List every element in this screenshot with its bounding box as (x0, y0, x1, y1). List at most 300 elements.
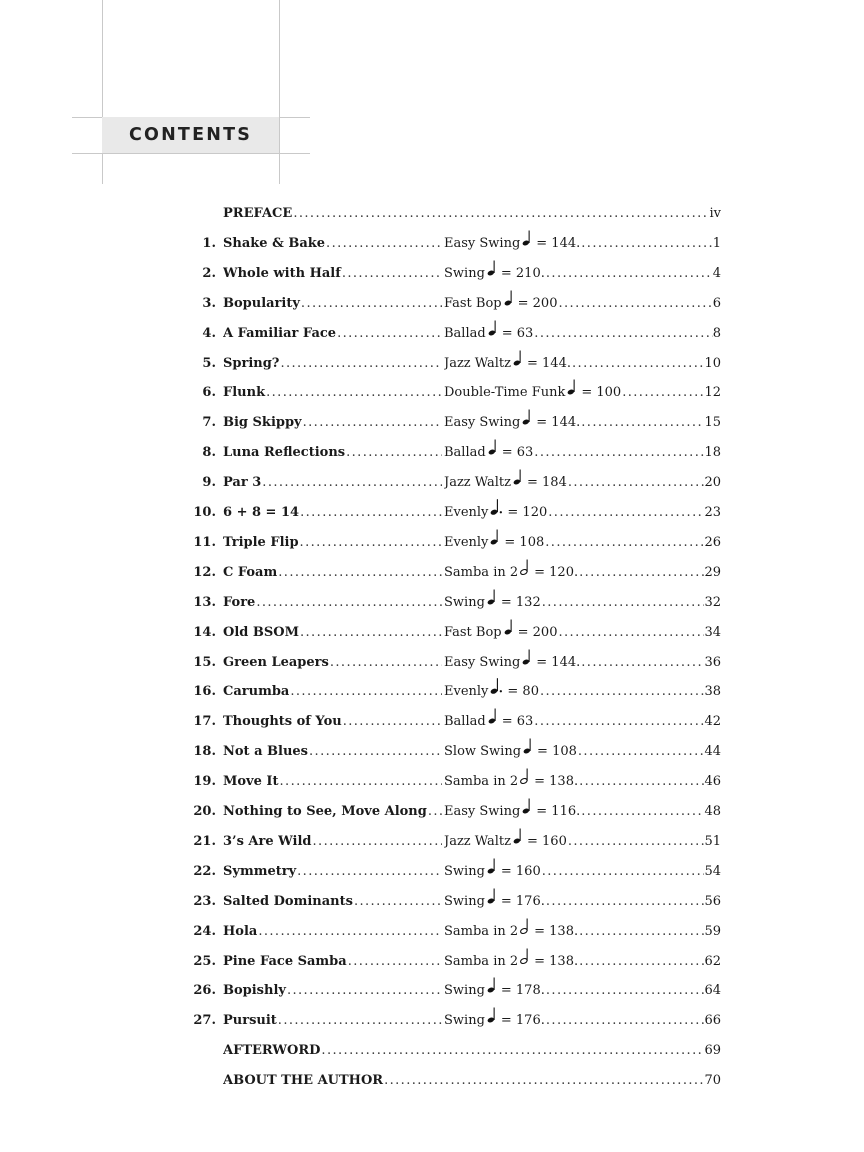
tempo-marking (444, 947, 578, 977)
song-title: Big Skippy (223, 415, 302, 431)
tempo-leader (444, 498, 721, 528)
style-label: Easy Swing (444, 415, 521, 431)
tempo-marking (444, 289, 557, 319)
track-number: 7. (202, 415, 216, 431)
track-number: 6. (202, 385, 216, 401)
tempo-marking (444, 677, 539, 707)
dot-leader (320, 1036, 704, 1066)
page-number: 62 (704, 953, 721, 969)
dot-leader (533, 319, 712, 349)
style-label: Samba in 2 (444, 953, 519, 969)
tempo-leader (444, 408, 721, 438)
quarter-note-icon (513, 827, 523, 845)
dot-leader (325, 229, 442, 259)
page-number: iv (709, 206, 721, 221)
style-label: Double-Time Funk (444, 385, 566, 401)
tempo-leader (444, 618, 721, 648)
track-number: 14. (193, 624, 216, 640)
toc-row (0, 618, 864, 648)
tempo-leader (444, 229, 721, 259)
grid-line-right (279, 0, 280, 184)
dot-leader (533, 707, 704, 737)
style-label: Slow Swing (444, 744, 522, 760)
toc-row (0, 349, 864, 379)
toc-row (0, 827, 864, 857)
page-number: 23 (704, 505, 721, 520)
song-title: Carumba (223, 684, 290, 700)
tempo-leader (444, 1006, 721, 1036)
toc-row (0, 767, 864, 797)
quarter-note-icon (487, 887, 497, 905)
toc-row-about-the-author (0, 1066, 864, 1096)
dot-leader (286, 976, 442, 1006)
song-title: 6 + 8 = 14 (223, 505, 300, 520)
tempo-leader (444, 827, 721, 857)
track-number: 20. (193, 804, 216, 819)
song-title: Hola (223, 923, 258, 939)
song-title: Green Leapers (223, 654, 329, 670)
title-leader (223, 827, 442, 857)
style-label: Easy Swing (444, 654, 521, 670)
toc-row (0, 887, 864, 917)
track-number: 10. (193, 505, 216, 520)
style-label: Samba in 2 (444, 774, 519, 790)
track-number: 5. (202, 355, 216, 371)
page-title: CONTENTS (128, 125, 253, 145)
page-number: 70 (704, 1073, 721, 1089)
tempo-marking (444, 737, 577, 767)
title-leader (223, 349, 442, 379)
tempo-marking (444, 319, 533, 349)
half-note-icon (520, 558, 530, 576)
title-leader (223, 588, 442, 618)
dot-leader (571, 349, 704, 379)
toc-row (0, 976, 864, 1006)
style-label: Swing (444, 893, 485, 909)
track-number: 8. (202, 445, 216, 461)
track-number: 9. (202, 475, 216, 491)
dot-leader (299, 618, 442, 648)
tempo-marking (444, 797, 580, 827)
song-title: Thoughts of You (223, 714, 342, 730)
title-leader (223, 378, 442, 408)
dot-leader (545, 1006, 705, 1036)
title-leader (223, 767, 442, 797)
toc-row (0, 917, 864, 947)
track-number: 15. (193, 654, 216, 670)
page-number: 34 (704, 624, 721, 640)
dot-leader (299, 498, 442, 528)
toc-row (0, 857, 864, 887)
page-number: 1 (712, 235, 721, 251)
dot-leader (329, 648, 442, 678)
title-leader (223, 259, 442, 289)
tempo-leader (444, 319, 721, 349)
quarter-note-icon (487, 976, 497, 994)
dot-leader (265, 378, 442, 408)
dot-leader (279, 349, 442, 379)
tempo-marking (444, 528, 544, 558)
toc-row (0, 498, 864, 528)
dot-leader (578, 917, 704, 947)
title-leader (223, 558, 442, 588)
dot-leader (539, 677, 704, 707)
tempo-leader (444, 349, 721, 379)
page-number: 18 (704, 445, 721, 461)
dot-leader (545, 887, 705, 917)
toc-row-preface (0, 199, 864, 229)
tempo-leader (444, 588, 721, 618)
tempo-value: = 120 (507, 505, 548, 520)
dot-leader (544, 528, 704, 558)
tempo-marking (444, 976, 545, 1006)
dot-leader (347, 947, 442, 977)
title-leader (223, 618, 442, 648)
song-title: Move It (223, 774, 279, 790)
title-leader (223, 677, 442, 707)
track-number: 27. (193, 1013, 216, 1029)
song-title: Par 3 (223, 475, 262, 491)
style-label: Samba in 2 (444, 923, 519, 939)
toc-row (0, 438, 864, 468)
toc-row (0, 259, 864, 289)
song-title: Nothing to See, Move Along (223, 804, 427, 819)
tempo-leader (444, 378, 721, 408)
tempo-value: = 116. (536, 804, 581, 819)
title-leader (223, 498, 442, 528)
quarter-note-icon (522, 648, 532, 666)
title-leader (223, 1006, 442, 1036)
tempo-leader (444, 289, 721, 319)
tempo-marking (444, 259, 545, 289)
song-title: Triple Flip (223, 534, 299, 550)
style-label: Swing (444, 594, 485, 610)
tempo-marking (444, 588, 541, 618)
style-label: Jazz Waltz (444, 355, 512, 371)
style-label: Easy Swing (444, 804, 521, 819)
dot-leader (312, 827, 443, 857)
tempo-marking (444, 707, 533, 737)
dot-leader (257, 917, 442, 947)
song-title: Salted Dominants (223, 893, 353, 909)
track-number: 25. (193, 953, 216, 969)
toc-row (0, 289, 864, 319)
dot-leader (580, 229, 712, 259)
tempo-value: = 178. (500, 983, 545, 999)
page-number: 4 (712, 265, 721, 281)
title-leader (223, 797, 442, 827)
page-number: 6 (712, 295, 721, 311)
tempo-value: = 100 (581, 385, 622, 401)
song-title: Shake & Bake (223, 235, 326, 251)
dot-leader (580, 797, 704, 827)
title-leader (223, 319, 442, 349)
title-leader (223, 857, 442, 887)
style-label: Swing (444, 1013, 485, 1029)
page-number: 38 (704, 684, 721, 700)
tempo-value: = 210. (500, 265, 545, 281)
tempo-marking (444, 917, 578, 947)
toc-row (0, 528, 864, 558)
tempo-leader (444, 976, 721, 1006)
toc-leader (223, 1036, 721, 1066)
tempo-leader (444, 797, 721, 827)
quarter-note-icon (488, 707, 498, 725)
tempo-marking (444, 558, 578, 588)
style-label: Samba in 2 (444, 564, 519, 580)
tempo-value: = 138. (534, 774, 579, 790)
dot-leader (341, 259, 442, 289)
dot-leader (279, 767, 443, 797)
quarter-note-icon (522, 408, 532, 426)
title-leader (223, 947, 442, 977)
toc-row (0, 1006, 864, 1036)
style-label: Fast Bop (444, 624, 502, 640)
toc-row (0, 408, 864, 438)
page-number: 12 (704, 385, 721, 401)
dot-leader (308, 737, 442, 767)
tempo-value: = 138. (534, 953, 579, 969)
quarter-note-icon (522, 797, 532, 815)
track-number: 16. (193, 684, 216, 700)
song-title: Spring? (223, 355, 280, 371)
style-label: Evenly (444, 684, 489, 700)
page-number: 66 (704, 1013, 721, 1029)
page-number: 51 (704, 833, 721, 849)
tempo-value: = 184 (527, 475, 567, 491)
dot-leader (621, 378, 704, 408)
half-note-icon (520, 947, 530, 965)
title-leader (223, 408, 442, 438)
track-number: 13. (193, 594, 216, 610)
dot-leader (578, 558, 704, 588)
song-title: Fore (223, 594, 256, 610)
dot-leader (299, 528, 442, 558)
track-number: 22. (193, 863, 216, 879)
tempo-leader (444, 767, 721, 797)
track-number: 3. (202, 295, 216, 311)
style-label: Swing (444, 863, 485, 879)
style-label: Easy Swing (444, 235, 521, 251)
dot-leader (296, 857, 442, 887)
tempo-value: = 144. (527, 355, 571, 371)
section-title: ABOUT THE AUTHOR (223, 1073, 384, 1089)
dot-leader (577, 737, 705, 767)
track-number: 18. (193, 744, 216, 760)
tempo-leader (444, 887, 721, 917)
toc-row (0, 707, 864, 737)
half-note-icon (520, 767, 530, 785)
title-leader (223, 648, 442, 678)
quarter-note-icon (488, 319, 498, 337)
toc-leader (223, 1066, 721, 1096)
page-number: 29 (704, 564, 721, 580)
quarter-note-icon (490, 528, 500, 546)
quarter-note-icon (567, 378, 577, 396)
page-number: 42 (704, 714, 721, 730)
page-number: 69 (704, 1043, 721, 1059)
page-number: 44 (704, 744, 721, 760)
song-title: Whole with Half (223, 265, 341, 281)
page-number: 36 (704, 654, 721, 670)
tempo-leader (444, 528, 721, 558)
style-label: Jazz Waltz (444, 833, 512, 849)
song-title: Luna Reflections (223, 445, 346, 461)
title-leader (223, 737, 442, 767)
dot-leader (277, 558, 442, 588)
track-number: 23. (193, 893, 216, 909)
page-number: 56 (704, 893, 721, 909)
tempo-marking (444, 857, 541, 887)
track-number: 1. (202, 235, 216, 251)
song-title: A Familiar Face (223, 325, 337, 341)
tempo-marking (444, 408, 580, 438)
style-label: Swing (444, 265, 485, 281)
tempo-leader (444, 468, 721, 498)
page-number: 26 (704, 534, 721, 550)
song-title: Bopishly (223, 983, 286, 999)
dot-leader (580, 648, 704, 678)
tempo-marking (444, 648, 580, 678)
tempo-value: = 138. (534, 923, 579, 939)
song-title: Flunk (223, 385, 266, 401)
half-note-icon (520, 917, 530, 935)
toc-row (0, 648, 864, 678)
quarter-note-icon (487, 1006, 497, 1024)
page-number: 20 (704, 475, 721, 491)
tempo-marking (444, 349, 571, 379)
dot-leader (292, 199, 709, 229)
song-title: C Foam (223, 564, 278, 580)
style-label: Evenly (444, 534, 489, 550)
dot-leader (277, 1006, 442, 1036)
quarter-note-icon (513, 349, 523, 367)
grid-line-left (102, 0, 103, 184)
page-number: 64 (704, 983, 721, 999)
tempo-marking (444, 378, 621, 408)
dot-leader (383, 1066, 704, 1096)
dot-leader (557, 618, 704, 648)
tempo-marking (444, 468, 567, 498)
dot-leader (427, 797, 442, 827)
quarter-note-icon (487, 857, 497, 875)
track-number: 21. (193, 833, 216, 849)
grid-line-bottom (72, 153, 310, 154)
tempo-value: = 80 (507, 684, 539, 700)
track-number: 26. (193, 983, 216, 999)
tempo-marking (444, 767, 578, 797)
title-leader (223, 887, 442, 917)
tempo-value: = 108 (504, 534, 545, 550)
title-leader (223, 438, 442, 468)
style-label: Ballad (444, 445, 486, 461)
dot-leader (541, 588, 705, 618)
tempo-marking (444, 827, 567, 857)
song-title: Pine Face Samba (223, 953, 347, 969)
dot-leader (545, 976, 705, 1006)
toc-row (0, 677, 864, 707)
dot-leader (547, 498, 704, 528)
quarter-note-icon (513, 468, 523, 486)
song-title: Bopularity (223, 295, 300, 311)
track-number: 24. (193, 923, 216, 939)
dotted-quarter-note-icon (490, 498, 503, 516)
dot-leader (261, 468, 442, 498)
track-number: 17. (193, 714, 216, 730)
quarter-note-icon (488, 438, 498, 456)
dot-leader (541, 857, 705, 887)
style-label: Swing (444, 983, 485, 999)
tempo-marking (444, 498, 547, 528)
song-title: Symmetry (223, 863, 297, 879)
tempo-leader (444, 558, 721, 588)
quarter-note-icon (523, 737, 533, 755)
dot-leader (342, 707, 442, 737)
dotted-quarter-note-icon (490, 677, 503, 695)
track-number: 11. (193, 534, 216, 550)
tempo-value: = 63 (501, 445, 534, 461)
tempo-leader (444, 857, 721, 887)
title-leader (223, 229, 442, 259)
quarter-note-icon (487, 588, 497, 606)
dot-leader (300, 289, 442, 319)
song-title: Old BSOM (223, 624, 299, 640)
tempo-leader (444, 259, 721, 289)
page-number: 48 (704, 804, 721, 819)
dot-leader (578, 947, 704, 977)
toc-row (0, 737, 864, 767)
track-number: 2. (202, 265, 216, 281)
dot-leader (567, 468, 705, 498)
dot-leader (545, 259, 713, 289)
tempo-leader (444, 677, 721, 707)
tempo-marking (444, 887, 545, 917)
quarter-note-icon (504, 618, 514, 636)
tempo-value: = 176. (500, 1013, 545, 1029)
tempo-marking (444, 438, 533, 468)
dot-leader (578, 767, 704, 797)
style-label: Jazz Waltz (444, 475, 512, 491)
song-title: Pursuit (223, 1013, 277, 1029)
title-leader (223, 468, 442, 498)
tempo-value: = 200 (517, 624, 558, 640)
song-title: Not a Blues (223, 744, 309, 760)
title-leader (223, 528, 442, 558)
dot-leader (302, 408, 442, 438)
tempo-value: = 132 (500, 594, 541, 610)
tempo-leader (444, 737, 721, 767)
dot-leader (336, 319, 442, 349)
style-label: Evenly (444, 505, 489, 520)
song-title: 3’s Are Wild (223, 833, 312, 849)
toc-row (0, 229, 864, 259)
tempo-value: = 200 (517, 295, 558, 311)
tempo-value: = 176. (500, 893, 545, 909)
style-label: Fast Bop (444, 295, 502, 311)
page-number: 54 (704, 863, 721, 879)
tempo-value: = 63 (501, 714, 534, 730)
tempo-leader (444, 947, 721, 977)
tempo-leader (444, 917, 721, 947)
tempo-value: = 160 (500, 863, 541, 879)
dot-leader (580, 408, 704, 438)
quarter-note-icon (522, 229, 532, 247)
toc-row (0, 468, 864, 498)
toc-row (0, 947, 864, 977)
tempo-marking (444, 1006, 545, 1036)
toc-leader (223, 199, 721, 229)
page-number: 46 (704, 774, 721, 790)
